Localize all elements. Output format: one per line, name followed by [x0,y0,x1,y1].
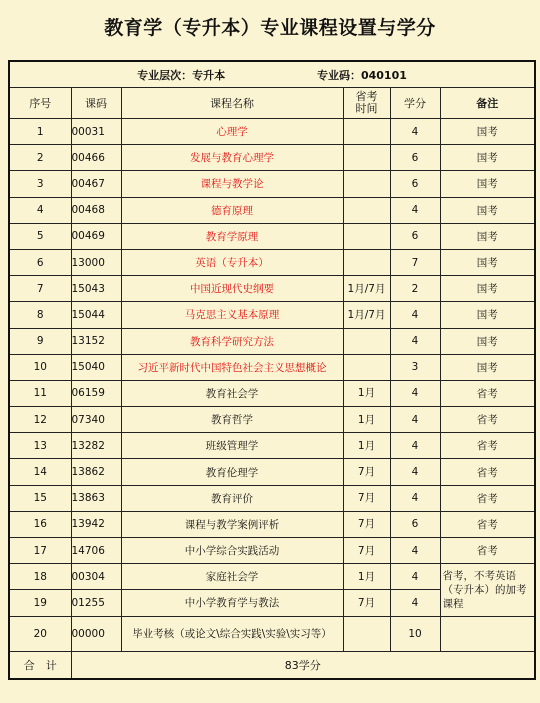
cell-no: 14 [9,459,71,485]
cell-no: 1 [9,119,71,145]
table-row [9,433,535,459]
cell-note-merged: 省考，不考英语（专升本）的加考课程 [440,564,535,616]
cell-no: 17 [9,538,71,564]
cell-time: 1月 [343,407,390,433]
cell-note: 省考 [440,485,535,511]
cell-time [343,328,390,354]
cell-credit: 6 [390,171,440,197]
cell-note: 国考 [440,276,535,302]
cell-note: 省考 [440,380,535,406]
cell-code: 13282 [71,433,121,459]
cell-code: 13942 [71,511,121,537]
cell-no: 19 [9,590,71,616]
cell-name: 课程与教学论 [121,171,343,197]
cell-credit: 4 [390,407,440,433]
table-row [9,485,535,511]
header-time: 省考时间 [343,88,390,119]
cell-no: 2 [9,145,71,171]
header-no: 序号 [9,88,71,119]
cell-no: 20 [9,616,71,651]
cell-note: 国考 [440,328,535,354]
cell-name: 班级管理学 [121,433,343,459]
cell-code: 00466 [71,145,121,171]
cell-time: 7月 [343,459,390,485]
cell-note: 省考 [440,459,535,485]
cell-code: 07340 [71,407,121,433]
cell-code: 15044 [71,302,121,328]
cell-code: 00467 [71,171,121,197]
cell-code: 00469 [71,223,121,249]
cell-no: 11 [9,380,71,406]
header-name: 课程名称 [121,88,343,119]
cell-name: 中国近现代史纲要 [121,276,343,302]
cell-no: 12 [9,407,71,433]
cell-code: 06159 [71,380,121,406]
cell-credit: 7 [390,249,440,275]
table-row [9,380,535,406]
table-row [9,564,535,590]
cell-note: 国考 [440,171,535,197]
cell-code: 00304 [71,564,121,590]
cell-time: 7月 [343,511,390,537]
cell-credit: 4 [390,538,440,564]
cell-name: 教育学原理 [121,223,343,249]
cell-name: 教育伦理学 [121,459,343,485]
cell-note: 国考 [440,249,535,275]
cell-no: 15 [9,485,71,511]
table-row [9,223,535,249]
cell-time [343,171,390,197]
cell-time: 1月/7月 [343,302,390,328]
table-row [9,616,535,651]
table-row [9,538,535,564]
total-label: 合 计 [9,651,71,679]
cell-time: 1月 [343,380,390,406]
cell-credit: 4 [390,119,440,145]
cell-credit: 4 [390,459,440,485]
cell-code: 15043 [71,276,121,302]
cell-no: 5 [9,223,71,249]
cell-code: 01255 [71,590,121,616]
table-row [9,197,535,223]
cell-name: 中小学教育学与教法 [121,590,343,616]
table-row [9,511,535,537]
cell-code: 00000 [71,616,121,651]
cell-credit: 4 [390,433,440,459]
cell-time: 1月 [343,433,390,459]
cell-credit: 4 [390,590,440,616]
table-row [9,328,535,354]
cell-credit: 6 [390,511,440,537]
table-row [9,276,535,302]
cell-time [343,354,390,380]
cell-no: 18 [9,564,71,590]
table-row [9,171,535,197]
cell-code: 13152 [71,328,121,354]
cell-name: 马克思主义基本原理 [121,302,343,328]
cell-code: 13863 [71,485,121,511]
cell-note: 国考 [440,197,535,223]
cell-name: 德育原理 [121,197,343,223]
cell-name: 英语（专升本） [121,249,343,275]
cell-note: 国考 [440,302,535,328]
cell-time: 7月 [343,590,390,616]
page-title: 教育学（专升本）专业课程设置与学分 [0,0,540,58]
cell-code: 13862 [71,459,121,485]
table-row [9,145,535,171]
cell-time [343,223,390,249]
cell-name: 发展与教育心理学 [121,145,343,171]
cell-credit: 4 [390,328,440,354]
cell-time: 7月 [343,485,390,511]
cell-time: 1月/7月 [343,276,390,302]
cell-credit: 4 [390,485,440,511]
cell-note: 国考 [440,145,535,171]
cell-credit: 4 [390,380,440,406]
total-row [9,651,535,679]
cell-name: 教育评价 [121,485,343,511]
cell-credit: 4 [390,302,440,328]
major-level: 专业层次：专升本 [137,68,226,82]
cell-time [343,145,390,171]
cell-note: 国考 [440,223,535,249]
cell-no: 9 [9,328,71,354]
cell-code: 15040 [71,354,121,380]
course-table [8,60,536,680]
table-row [9,249,535,275]
cell-credit: 4 [390,564,440,590]
cell-note: 省考 [440,538,535,564]
cell-name: 教育科学研究方法 [121,328,343,354]
table-row [9,407,535,433]
cell-note: 国考 [440,354,535,380]
cell-no: 6 [9,249,71,275]
cell-credit: 4 [390,197,440,223]
cell-code: 00468 [71,197,121,223]
table-row [9,459,535,485]
cell-name: 教育哲学 [121,407,343,433]
cell-time [343,197,390,223]
cell-no: 16 [9,511,71,537]
cell-note: 省考 [440,407,535,433]
cell-no: 4 [9,197,71,223]
cell-credit: 10 [390,616,440,651]
total-value: 83学分 [71,651,535,679]
cell-credit: 2 [390,276,440,302]
cell-no: 13 [9,433,71,459]
header-credit: 学分 [390,88,440,119]
cell-no: 8 [9,302,71,328]
cell-credit: 3 [390,354,440,380]
cell-time: 7月 [343,538,390,564]
major-code: 专业码：040101 [316,68,407,82]
header-code: 课码 [71,88,121,119]
cell-time [343,249,390,275]
table-row [9,119,535,145]
cell-name: 家庭社会学 [121,564,343,590]
cell-time: 1月 [343,564,390,590]
cell-note: 国考 [440,119,535,145]
cell-no: 10 [9,354,71,380]
cell-name: 习近平新时代中国特色社会主义思想概论 [121,354,343,380]
cell-note: 省考 [440,511,535,537]
cell-code: 00031 [71,119,121,145]
cell-code: 13000 [71,249,121,275]
cell-name: 课程与教学案例评析 [121,511,343,537]
header-note: 备注 [440,88,535,119]
meta-row [9,61,535,88]
cell-time [343,616,390,651]
cell-name: 毕业考核（或论文\综合实践\实验\实习等） [121,616,343,651]
cell-time [343,119,390,145]
header-row [9,88,535,119]
table-row [9,354,535,380]
cell-credit: 6 [390,223,440,249]
cell-credit: 6 [390,145,440,171]
cell-note [440,616,535,651]
cell-name: 教育社会学 [121,380,343,406]
cell-name: 中小学综合实践活动 [121,538,343,564]
cell-code: 14706 [71,538,121,564]
table-row [9,302,535,328]
cell-no: 3 [9,171,71,197]
cell-note: 省考 [440,433,535,459]
cell-name: 心理学 [121,119,343,145]
cell-no: 7 [9,276,71,302]
